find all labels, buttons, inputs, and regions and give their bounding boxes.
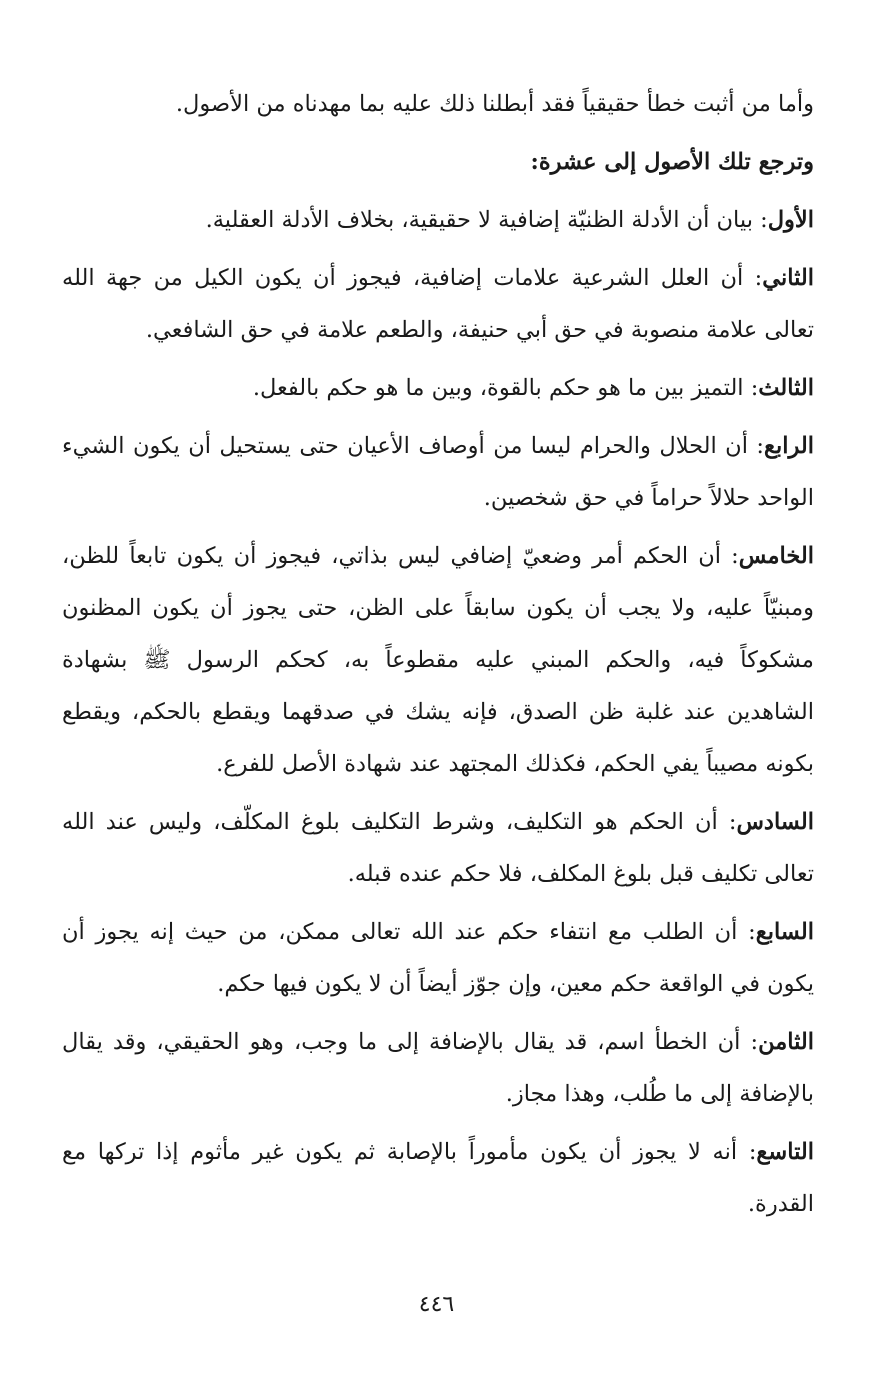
principle-7-text: : أن الطلب مع انتفاء حكم عند الله تعالى ممكن، من حيث إنه يجوز أن يكون في الواقعة حكم معين، وإن جوّز أيضاً أن لا يكون فيها حكم. (62, 919, 814, 997)
principle-5 (62, 530, 814, 790)
principle-6 (62, 796, 814, 900)
principle-8-label: الثامن (758, 1029, 814, 1055)
principle-4-text: : أن الحلال والحرام ليسا من أوصاف الأعيان حتى يستحيل أن يكون الشيء الواحد حلالاً حراماً في حق شخصين. (62, 433, 814, 511)
principle-4 (62, 420, 814, 524)
principle-2 (62, 252, 814, 356)
section-heading: وترجع تلك الأصول إلى عشرة: (530, 149, 814, 175)
principle-7-label: السابع (755, 919, 814, 945)
principle-5-label: الخامس (738, 543, 814, 569)
principle-9-label: التاسع (756, 1139, 814, 1165)
principle-5-text: : أن الحكم أمر وضعيّ إضافي ليس بذاتي، فيجوز أن يكون تابعاً للظن، ومبنيّاً عليه، ولا يجب أن يكون سابقاً على الظن، حتى يجوز أن يكون المظنون مشكوكاً فيه، والحكم المبني عليه مقطوعاً به، كحكم الرسول ﷺ بشهادة الشاهدين عند غلبة ظن الصدق، فإنه يشك في صدقهما ويقطع بالحكم، ويقطع بكونه مصيباً يفي الحكم، فكذلك المجتهد عند شهادة الأصل للفرع. (62, 543, 814, 777)
principle-3 (62, 362, 814, 414)
principle-8-text: : أن الخطأ اسم، قد يقال بالإضافة إلى ما وجب، وهو الحقيقي، وقد يقال بالإضافة إلى ما طُلب، وهذا مجاز. (62, 1029, 814, 1107)
page-body (62, 78, 814, 1236)
principle-1-text: : بيان أن الأدلة الظنيّة إضافية لا حقيقية، بخلاف الأدلة العقلية. (205, 207, 768, 233)
principle-9 (62, 1126, 814, 1230)
principle-3-text: : التميز بين ما هو حكم بالقوة، وبين ما هو حكم بالفعل. (252, 375, 759, 401)
principle-8 (62, 1016, 814, 1120)
principle-9-text: : أنه لا يجوز أن يكون مأموراً بالإصابة ثم يكون غير مأثوم إذا تركها مع القدرة. (62, 1139, 814, 1217)
principle-1 (62, 194, 814, 246)
principle-1-label: الأول (767, 207, 814, 233)
intro-paragraph: وأما من أثبت خطأ حقيقياً فقد أبطلنا ذلك عليه بما مهدناه من الأصول. (175, 91, 814, 117)
principle-7 (62, 906, 814, 1010)
principle-6-text: : أن الحكم هو التكليف، وشرط التكليف بلوغ المكلّف، وليس عند الله تعالى تكليف قبل بلوغ المكلف، فلا حكم عنده قبله. (62, 809, 814, 887)
principle-6-label: السادس (736, 809, 814, 835)
principle-2-label: الثاني (762, 265, 814, 291)
page-number: ٤٤٦ (418, 1292, 455, 1317)
principle-4-label: الرابع (763, 433, 814, 459)
principle-2-text: : أن العلل الشرعية علامات إضافية، فيجوز أن يكون الكيل من جهة الله تعالى علامة منصوبة في حق أبي حنيفة، والطعم علامة في حق الشافعي. (62, 265, 814, 343)
principle-3-label: الثالث (758, 375, 814, 401)
